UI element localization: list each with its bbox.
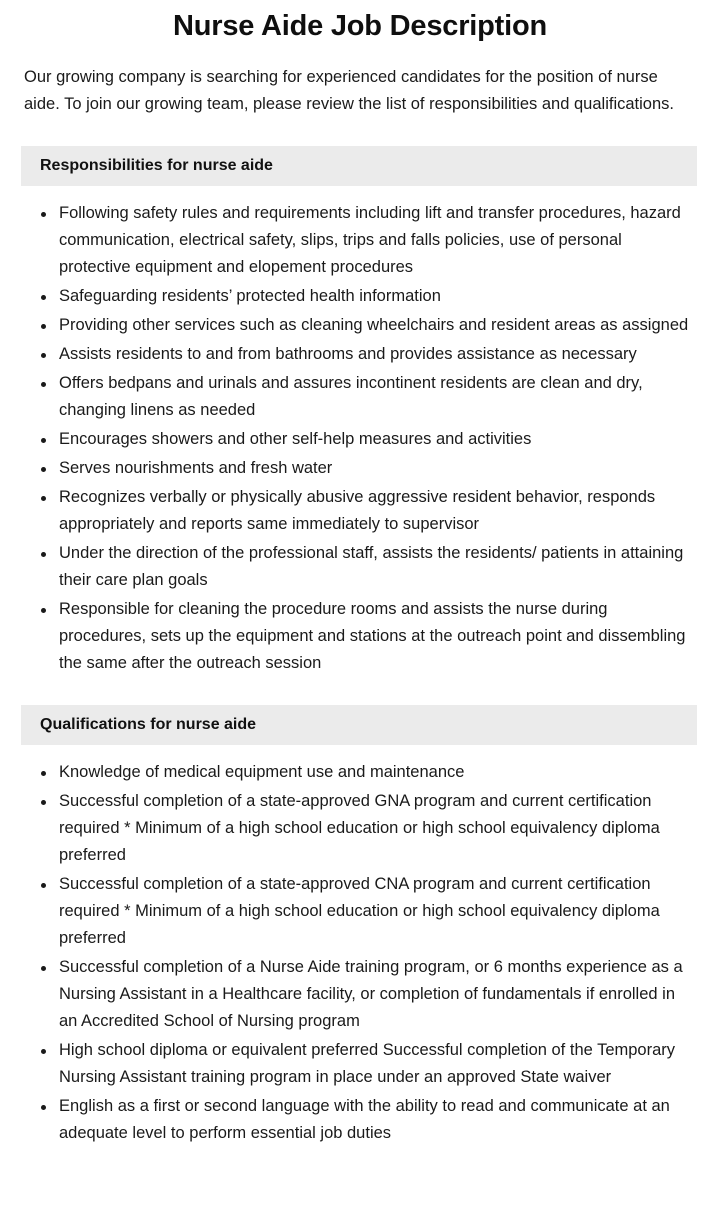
intro-paragraph: Our growing company is searching for experienced candidates for the position of nurse aide. To join our growing team, please review the list of responsibilities and qualifications. <box>24 68 674 113</box>
section-heading-label: Responsibilities for nurse aide <box>40 157 273 174</box>
list-item: Successful completion of a state-approved CNA program and current certification required * Minimum of a high school education or high school equivalency diploma preferred <box>0 871 700 952</box>
list-item: Responsible for cleaning the procedure rooms and assists the nurse during procedures, sets up the equipment and stations at the outreach point and dissembling the same after the outreach session <box>0 596 700 677</box>
list-item: Providing other services such as cleaning wheelchairs and resident areas as assigned <box>0 312 700 339</box>
list-item: Offers bedpans and urinals and assures incontinent residents are clean and dry, changing linens as needed <box>0 370 700 424</box>
list-item: Encourages showers and other self-help measures and activities <box>0 426 700 453</box>
qualifications-list <box>0 745 720 1147</box>
list-item: Recognizes verbally or physically abusive aggressive resident behavior, responds appropriately and reports same immediately to supervisor <box>0 484 700 538</box>
section-header-qualifications <box>21 705 697 745</box>
list-item: Successful completion of a Nurse Aide training program, or 6 months experience as a Nursing Assistant in a Healthcare facility, or completion of fundamentals if enrolled in an Accredited School of Nursing program <box>0 954 700 1035</box>
responsibilities-list <box>0 186 720 677</box>
section-header-responsibilities <box>21 146 697 186</box>
list-item: Safeguarding residents’ protected health information <box>0 283 700 310</box>
bottom-spacer <box>0 1149 720 1193</box>
list-item: Assists residents to and from bathrooms and provides assistance as necessary <box>0 341 700 368</box>
list-item: High school diploma or equivalent preferred Successful completion of the Temporary Nursing Assistant training program in place under an approved State waiver <box>0 1037 700 1091</box>
page-title: Nurse Aide Job Description <box>172 10 548 42</box>
section-qualifications <box>0 705 720 1147</box>
list-item: Under the direction of the professional staff, assists the residents/ patients in attaining their care plan goals <box>0 540 700 594</box>
section-responsibilities <box>0 146 720 677</box>
list-item: Following safety rules and requirements including lift and transfer procedures, hazard communication, electrical safety, slips, trips and falls policies, use of personal protective equipment and elopement procedures <box>0 200 700 281</box>
list-item: Knowledge of medical equipment use and maintenance <box>0 759 700 786</box>
list-item: English as a first or second language with the ability to read and communicate at an adequate level to perform essential job duties <box>0 1093 700 1147</box>
list-item: Successful completion of a state-approved GNA program and current certification required * Minimum of a high school education or high school equivalency diploma preferred <box>0 788 700 869</box>
list-item: Serves nourishments and fresh water <box>0 455 700 482</box>
section-heading-label: Qualifications for nurse aide <box>40 716 257 733</box>
